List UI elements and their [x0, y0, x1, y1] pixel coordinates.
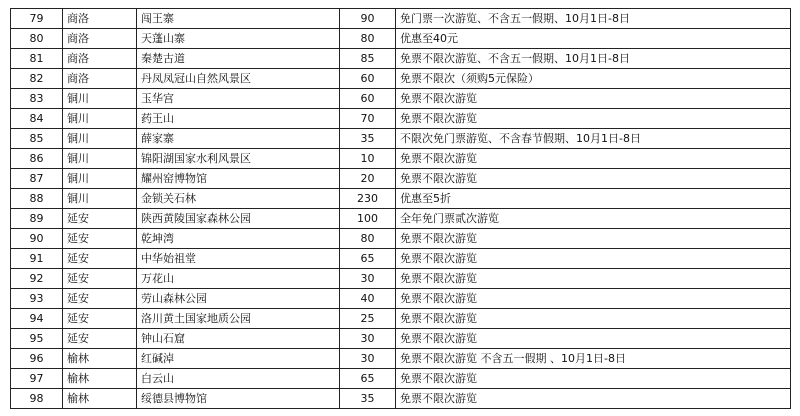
scenic-spot-name-cell: 玉华宫	[137, 89, 340, 109]
table-row	[11, 89, 791, 109]
offer-cell: 免票不限次游览	[396, 269, 791, 289]
scenic-spot-name-cell: 乾坤湾	[137, 229, 340, 249]
ticket-price-cell: 10	[340, 149, 396, 169]
city-cell: 铜川	[63, 109, 137, 129]
ticket-price-cell: 25	[340, 309, 396, 329]
table-row	[11, 9, 791, 29]
row-number-cell: 84	[11, 109, 63, 129]
city-cell: 延安	[63, 229, 137, 249]
city-cell: 延安	[63, 329, 137, 349]
offer-cell: 优惠至40元	[396, 29, 791, 49]
table-row	[11, 129, 791, 149]
ticket-price-cell: 90	[340, 9, 396, 29]
scenic-spot-name-cell: 薛家寨	[137, 129, 340, 149]
offer-cell: 免票不限次游览	[396, 289, 791, 309]
offer-cell: 免门票一次游览、不含五一假期、10月1日-8日	[396, 9, 791, 29]
offer-cell: 免票不限次游览	[396, 89, 791, 109]
table-row	[11, 349, 791, 369]
city-cell: 榆林	[63, 349, 137, 369]
row-number-cell: 88	[11, 189, 63, 209]
city-cell: 商洛	[63, 49, 137, 69]
scenic-spot-name-cell: 白云山	[137, 369, 340, 389]
table-row	[11, 189, 791, 209]
ticket-price-cell: 35	[340, 389, 396, 409]
ticket-price-cell: 70	[340, 109, 396, 129]
scenic-spot-name-cell: 万花山	[137, 269, 340, 289]
table-row	[11, 109, 791, 129]
scenic-spot-name-cell: 锦阳湖国家水利风景区	[137, 149, 340, 169]
scenic-spot-name-cell: 金锁关石林	[137, 189, 340, 209]
city-cell: 延安	[63, 289, 137, 309]
offer-cell: 免票不限次游览	[396, 229, 791, 249]
city-cell: 榆林	[63, 369, 137, 389]
row-number-cell: 95	[11, 329, 63, 349]
ticket-price-cell: 30	[340, 269, 396, 289]
table-row	[11, 289, 791, 309]
row-number-cell: 98	[11, 389, 63, 409]
scenic-spot-name-cell: 陕西黄陵国家森林公园	[137, 209, 340, 229]
ticket-price-cell: 60	[340, 69, 396, 89]
city-cell: 铜川	[63, 189, 137, 209]
offer-cell: 不限次免门票游览、不含春节假期、10月1日-8日	[396, 129, 791, 149]
scenic-spot-name-cell: 劳山森林公园	[137, 289, 340, 309]
city-cell: 铜川	[63, 169, 137, 189]
ticket-price-cell: 35	[340, 129, 396, 149]
offer-cell: 免票不限次游览 不含五一假期 、10月1日-8日	[396, 349, 791, 369]
offer-cell: 全年免门票贰次游览	[396, 209, 791, 229]
scenic-spot-name-cell: 钟山石窟	[137, 329, 340, 349]
table-row	[11, 169, 791, 189]
offer-cell: 免票不限次游览	[396, 389, 791, 409]
ticket-price-cell: 65	[340, 249, 396, 269]
city-cell: 铜川	[63, 89, 137, 109]
row-number-cell: 97	[11, 369, 63, 389]
scenic-spot-name-cell: 耀州窑博物馆	[137, 169, 340, 189]
table-row	[11, 49, 791, 69]
row-number-cell: 90	[11, 229, 63, 249]
row-number-cell: 92	[11, 269, 63, 289]
table-row	[11, 29, 791, 49]
table-row	[11, 329, 791, 349]
offer-cell: 免票不限次游览	[396, 249, 791, 269]
table-row	[11, 269, 791, 289]
scenic-spot-name-cell: 闯王寨	[137, 9, 340, 29]
scenic-spot-name-cell: 秦楚古道	[137, 49, 340, 69]
city-cell: 商洛	[63, 69, 137, 89]
scenic-spot-name-cell: 药王山	[137, 109, 340, 129]
ticket-price-cell: 60	[340, 89, 396, 109]
ticket-price-cell: 30	[340, 349, 396, 369]
offer-cell: 免票不限次游览	[396, 369, 791, 389]
row-number-cell: 91	[11, 249, 63, 269]
table-row	[11, 149, 791, 169]
city-cell: 铜川	[63, 149, 137, 169]
ticket-price-cell: 30	[340, 329, 396, 349]
offer-cell: 免票不限次游览、不含五一假期、10月1日-8日	[396, 49, 791, 69]
city-cell: 延安	[63, 309, 137, 329]
ticket-price-cell: 20	[340, 169, 396, 189]
row-number-cell: 87	[11, 169, 63, 189]
row-number-cell: 83	[11, 89, 63, 109]
ticket-price-cell: 100	[340, 209, 396, 229]
row-number-cell: 81	[11, 49, 63, 69]
ticket-price-cell: 40	[340, 289, 396, 309]
city-cell: 榆林	[63, 389, 137, 409]
row-number-cell: 85	[11, 129, 63, 149]
city-cell: 延安	[63, 269, 137, 289]
row-number-cell: 93	[11, 289, 63, 309]
scenic-spot-name-cell: 绥德县博物馆	[137, 389, 340, 409]
row-number-cell: 94	[11, 309, 63, 329]
table-row	[11, 369, 791, 389]
city-cell: 商洛	[63, 9, 137, 29]
offer-cell: 免票不限次游览	[396, 169, 791, 189]
row-number-cell: 80	[11, 29, 63, 49]
table-body	[11, 9, 791, 409]
table-row	[11, 209, 791, 229]
row-number-cell: 82	[11, 69, 63, 89]
ticket-price-cell: 65	[340, 369, 396, 389]
ticket-price-cell: 85	[340, 49, 396, 69]
ticket-price-cell: 230	[340, 189, 396, 209]
row-number-cell: 86	[11, 149, 63, 169]
row-number-cell: 89	[11, 209, 63, 229]
table-row	[11, 229, 791, 249]
offer-cell: 免票不限次（须购5元保险）	[396, 69, 791, 89]
ticket-price-cell: 80	[340, 29, 396, 49]
city-cell: 铜川	[63, 129, 137, 149]
city-cell: 延安	[63, 209, 137, 229]
offer-cell: 优惠至5折	[396, 189, 791, 209]
scenic-spot-name-cell: 天蓬山寨	[137, 29, 340, 49]
table-row	[11, 389, 791, 409]
row-number-cell: 96	[11, 349, 63, 369]
city-cell: 延安	[63, 249, 137, 269]
offer-cell: 免票不限次游览	[396, 109, 791, 129]
scenic-spot-name-cell: 中华始祖堂	[137, 249, 340, 269]
offer-cell: 免票不限次游览	[396, 329, 791, 349]
table-row	[11, 249, 791, 269]
offer-cell: 免票不限次游览	[396, 149, 791, 169]
scenic-spot-name-cell: 红碱淖	[137, 349, 340, 369]
scenic-spot-name-cell: 丹凤凤冠山自然风景区	[137, 69, 340, 89]
ticket-price-cell: 80	[340, 229, 396, 249]
city-cell: 商洛	[63, 29, 137, 49]
offer-cell: 免票不限次游览	[396, 309, 791, 329]
scenic-spot-name-cell: 洛川黄土国家地质公园	[137, 309, 340, 329]
scenic-spot-table	[10, 8, 791, 409]
table-row	[11, 69, 791, 89]
row-number-cell: 79	[11, 9, 63, 29]
table-row	[11, 309, 791, 329]
